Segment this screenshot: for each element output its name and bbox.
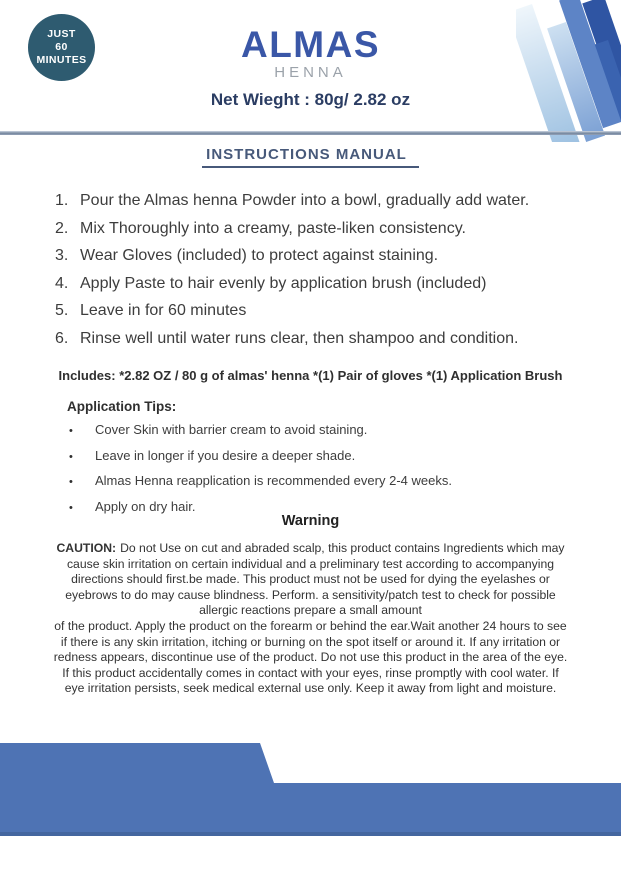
tip-item: [69, 473, 591, 488]
tip-item: [69, 499, 591, 514]
step-text: Wear Gloves (included) to protect against staining.: [80, 247, 439, 264]
caution-line: allergic reactions prepare a small amount: [199, 603, 422, 618]
instruction-step: [55, 302, 605, 320]
caution-line: redness appears, discontinue use of the product. Do not use this product in the area of the eye.: [53, 650, 568, 665]
brand-logo-icon: [516, 0, 621, 142]
step-text: Rinse well until water runs clear, then shampoo and condition.: [80, 329, 519, 347]
caution-label: CAUTION:: [56, 541, 117, 555]
bullet-icon: •: [69, 476, 73, 488]
tip-text: Apply on dry hair.: [95, 498, 196, 514]
caution-line: cause skin irritation on certain individual and a preliminary test according to accompanying: [66, 556, 555, 571]
footer-band-graphic: [0, 740, 621, 840]
warning-title: Warning: [281, 513, 340, 529]
header-divider: [0, 131, 621, 135]
instruction-steps-list: [55, 192, 605, 357]
instruction-step: [55, 330, 605, 348]
net-weight-label: Net Wieght : 80g/ 2.82 oz: [210, 90, 411, 109]
manual-title: INSTRUCTIONS MANUAL: [202, 146, 419, 168]
step-text: Apply Paste to hair evenly by application brush (included): [80, 274, 487, 292]
step-text: Mix Thoroughly into a creamy, paste-liken consistency.: [80, 219, 466, 237]
step-number: 3.: [55, 247, 69, 264]
bullet-icon: •: [69, 425, 73, 437]
bullet-icon: •: [69, 501, 73, 514]
caution-text: Do not Use on cut and abraded scalp, this product contains Ingredients which may: [120, 541, 565, 555]
badge-line-2: 60: [55, 40, 68, 53]
caution-line: If this product accidentally comes in contact with your eyes, rinse promptly with cool water. If: [62, 665, 559, 680]
application-tips-list: [69, 422, 591, 524]
badge-line-3: MINUTES: [36, 54, 87, 67]
manual-title-wrap: [0, 146, 621, 168]
caution-line: eyebrows to do may cause blindness. Perform. a sensitivity/patch test to check for possible: [65, 587, 556, 602]
step-text: Pour the Almas henna Powder into a bowl, gradually add water.: [80, 192, 530, 209]
badge-line-1: JUST: [47, 27, 76, 40]
step-text: Leave in for 60 minutes: [80, 302, 247, 319]
instruction-step: [55, 192, 605, 210]
caution-line: directions should first.be made. This product must not be used for dying the eyelashes or: [71, 572, 550, 587]
tip-text: Almas Henna reapplication is recommended every 2-4 weeks.: [95, 473, 452, 488]
step-number: 2.: [55, 219, 69, 237]
instruction-step: [55, 220, 605, 238]
tip-text: Cover Skin with barrier cream to avoid staining.: [95, 422, 368, 437]
instruction-step: [55, 275, 605, 293]
instruction-step: [55, 247, 605, 265]
tip-item: [69, 422, 591, 437]
brand-subtitle: HENNA: [274, 64, 347, 81]
bullet-icon: •: [69, 450, 73, 463]
step-number: 5.: [55, 302, 69, 319]
caution-line: if there is any skin irritation, itching or burning on the spot itself or around it. If any irritation or: [60, 634, 561, 649]
application-tips-title: Application Tips:: [67, 399, 177, 414]
includes-line: Includes: *2.82 OZ / 80 g of almas' henna *(1) Pair of gloves *(1) Application Brush: [58, 368, 563, 383]
caution-paragraph: [30, 541, 591, 697]
tip-item: [69, 448, 591, 463]
step-number: 6.: [55, 329, 69, 347]
caution-line: of the product. Apply the product on the forearm or behind the ear.Wait another 24 hours to see: [54, 618, 567, 633]
step-number: 4.: [55, 274, 69, 292]
caution-line: eye irritation persists, seek medical external use only. Keep it away from light and moisture.: [64, 681, 557, 696]
caution-line: [30, 541, 591, 557]
tip-text: Leave in longer if you desire a deeper shade.: [95, 447, 356, 463]
brand-title: ALMAS: [240, 24, 381, 65]
step-number: 1.: [55, 192, 69, 209]
